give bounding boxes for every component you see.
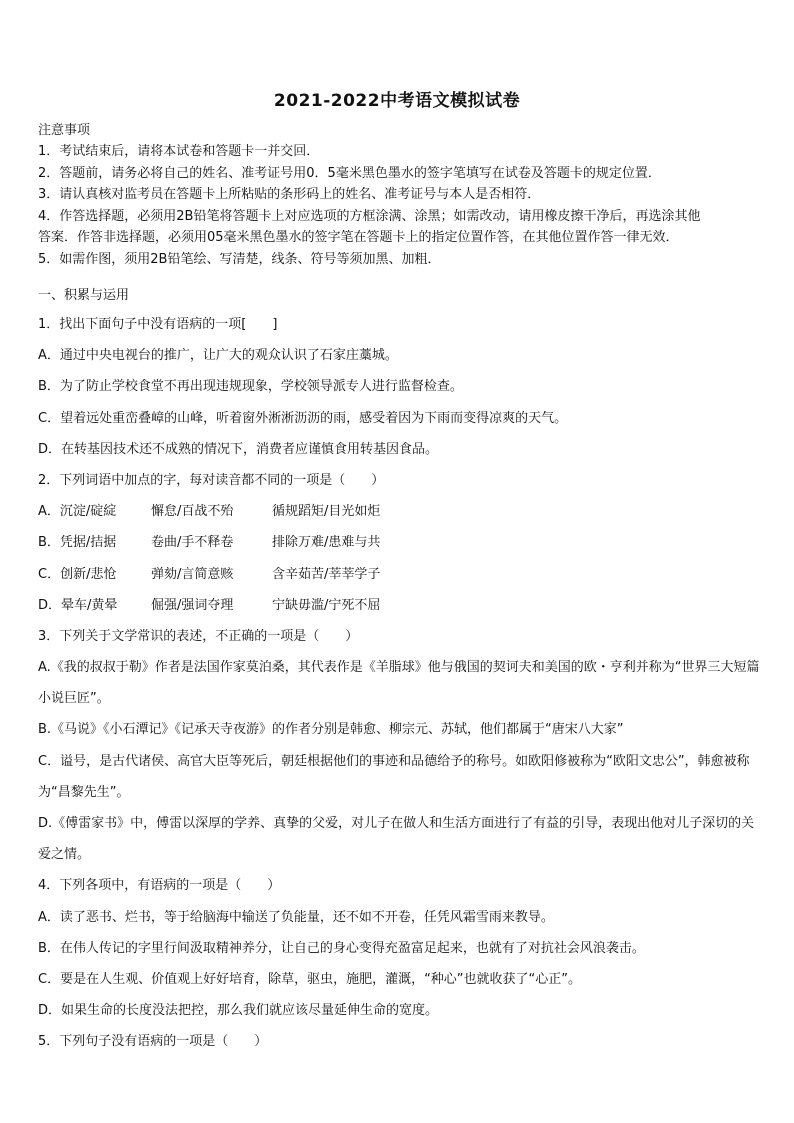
notice-item: 4．作答选择题，必须用2B铅笔将答题卡上对应选项的方框涂满、涂黑；如需改动，请用橡皮擦干净后，再选涂其他 [38, 208, 701, 224]
option-cell: A．沉淀/碇綻 [38, 504, 117, 520]
option-cell: 排除万难/患难与共 [272, 535, 381, 551]
question-stem: 1．找出下面句子中没有语病的一项[ ] [38, 317, 278, 332]
option-cell: 宁缺毋滥/宁死不屈 [272, 597, 381, 613]
option-cell: B．凭据/拮据 [38, 535, 117, 551]
notice-block [38, 121, 758, 270]
option-row-a [38, 496, 760, 527]
questions [38, 309, 760, 1058]
option-row-c [38, 559, 760, 590]
option-a: A．读了恶书、烂书，等于给脑海中输送了负能量，还不如不开卷，任凭风霜雪雨来教导。 [38, 909, 554, 925]
option-row-d [38, 590, 760, 621]
notice-item: 1．考试结束后，请将本试卷和答题卡一并交回． [38, 144, 320, 159]
question-stem: 5．下列句子没有语病的一项是（ ） [38, 1034, 268, 1050]
question-stem: 4．下列各项中，有语病的一项是（ ） [38, 878, 281, 894]
option-cell: 弹劾/言简意赅 [151, 566, 234, 582]
option-cell: C．创新/悲怆 [38, 566, 117, 582]
question-stem: 2．下列词语中加点的字，每对读音都不同的一项是（ ） [38, 472, 385, 488]
option-b: B．为了防止学校食堂不再出现违规现象，学校领导派专人进行监督检查。 [38, 379, 463, 395]
option-cell: D．晕车/黄晕 [38, 597, 118, 613]
option-c: C．谥号，是古代诸侯、高官大臣等死后，朝廷根据他们的事迹和品德给予的称号。如欧阳修被称为“欧阳文忠公”，韩愈被称为“昌黎先生”。 [38, 753, 750, 800]
section-heading: 一、积累与运用 [38, 288, 130, 303]
notice-heading: 注意事项 [38, 123, 91, 138]
notice-item: 5．如需作图，须用2B铅笔绘、写清楚，线条、符号等须加黑、加粗． [38, 251, 441, 267]
notice-item: 3．请认真核对监考员在答题卡上所粘贴的条形码上的姓名、准考证号与本人是否相符． [38, 187, 541, 202]
option-a: A．通过中央电视台的推广，让广大的观众认识了石家庄藁城。 [38, 348, 398, 364]
option-cell: 循规蹈矩/目光如炬 [272, 504, 381, 520]
option-cell: 倔强/强词夺理 [151, 597, 234, 613]
option-a: A.《我的叔叔于勒》作者是法国作家莫泊桑，其代表作是《羊脂球》他与俄国的契诃夫和美国的欧・亨利并称为“世界三大短篇小说巨匠”。 [38, 660, 760, 707]
option-d: D．如果生命的长度没法把控，那么我们就应该尽量延伸生命的宽度。 [38, 1003, 439, 1019]
option-cell: 含辛茹苦/莘莘学子 [272, 566, 381, 582]
option-d: D.《傅雷家书》中，傅雷以深厚的学养、真挚的父爱，对儿子在做人和生活方面进行了有益的引导，表现出他对儿子深切的关爱之情。 [38, 816, 755, 863]
notice-item: 2．答题前，请务必将自己的姓名、准考证号用0．5毫米黑色墨水的签字笔填写在试卷及答题卡的规定位置． [38, 165, 661, 181]
option-row-b [38, 527, 760, 558]
option-b: B.《马说》《小石潭记》《记承天寺夜游》的作者分别是韩愈、柳宗元、苏轼，他们都属于“唐宋八大家” [38, 722, 624, 738]
notice-item: 答案．作答非选择题，必须用05毫米黑色墨水的签字笔在答题卡上的指定位置作答，在其他位置作答一律无效． [38, 230, 679, 245]
page-title: 2021-2022中考语文模拟试卷 [273, 91, 521, 111]
option-c: C．要是在人生观、价值观上好好培育，除草，驱虫，施肥，灌溉，“种心”也就收获了“心正”。 [38, 972, 582, 988]
option-d: D．在转基因技术还不成熟的情况下，消费者应谨慎食用转基因食品。 [38, 441, 439, 457]
option-cell: 卷曲/手不释卷 [151, 535, 234, 551]
question-stem: 3．下列关于文学常识的表述，不正确的一项是（ ） [38, 628, 359, 644]
option-cell: 懈怠/百战不殆 [151, 504, 234, 520]
option-b: B．在伟人传记的字里行间汲取精神养分，让自己的身心变得充盈富足起来，也就有了对抗社会风浪袭击。 [38, 940, 645, 956]
option-c: C．望着远处重峦叠嶂的山峰，听着窗外淅淅沥沥的雨，感受着因为下雨而变得凉爽的天气。 [38, 410, 568, 426]
